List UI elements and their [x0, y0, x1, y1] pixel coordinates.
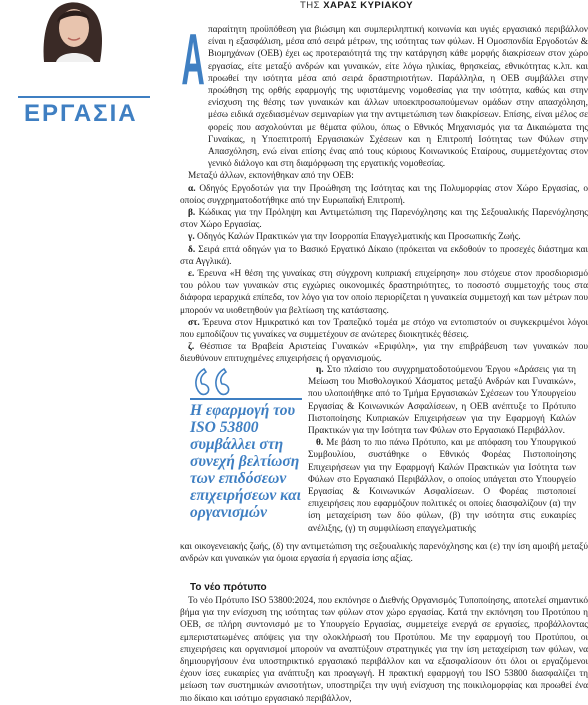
article-lead — [180, 24, 588, 183]
list-item: α. Οδηγός Εργοδοτών για την Προώθηση της Ισότητας και της Πολυμορφίας στον Χώρο Εργασίας, ο οποίος συγχρηματοδοτήθηκε από την Ευρωπαϊκή Επιτροπή. — [180, 183, 588, 206]
pull-quote-rule — [190, 398, 302, 400]
section-rule — [18, 96, 150, 98]
list-item: δ. Σειρά επτά οδηγών για το Βασικό Εργατικό Δίκαιο (πρόκειται να εκδοθούν το προσεχές διάστημα και στα Αγγλικά). — [180, 244, 588, 267]
byline — [300, 0, 413, 11]
article-upper — [180, 24, 588, 366]
achievements-list — [180, 183, 588, 366]
list-item: ζ. Θέσπισε τα Βραβεία Αριστείας Γυναικών «Εριφύλη», για την επιβράβευση των γυναικών που διευθύνουν επιτυχημένες επιχειρήσεις ή οργανισμούς. — [180, 342, 588, 365]
pull-quote: Η εφαρμογή του ISO 53800 συμβάλλει στη συνεχή βελτίωση των επιδόσεων επιχειρήσεων και οργανισμών — [190, 402, 301, 521]
svg-text:A: A — [181, 18, 205, 100]
article-middle — [308, 364, 576, 535]
byline-author: ΧΑΡΑΣ ΚΥΡΙΑΚΟΥ — [323, 0, 414, 11]
subheading: Το νέο πρότυπο — [190, 582, 267, 593]
list-item: η. Στο πλαίσιο του συγχρηματοδοτούμενου Έργου «Δράσεις για τη Μείωση του Μισθολογικού Χάσματος μεταξύ Ανδρών και Γυναικών», που υλοποιήθηκε από το Τμήμα Εργασιακών Σχέσεων του Υπουργείου Εργασίας & Κοινωνικών Ασφαλίσεων, η ΟΕΒ ανέπτυξε το Πρότυπο Πιστοποίησης Κυπριακών Επιχειρήσεων για την Εφαρμογή Καλών Πρακτικών για την Ισότητα των Φύλων στο Εργασιακό Περιβάλλον. — [308, 365, 576, 437]
byline-prefix: ΤΗΣ — [300, 0, 321, 11]
section-title: ΕΡΓΑΣΙΑ — [24, 100, 138, 127]
list-item: στ. Έρευνα στον Ημικρατικό και τον Τραπεζικό τομέα με στόχο να εντοπιστούν οι συγκεκριμένοι λόγοι που εμποδίζουν τις γυναίκες να συμμετέχουν σε ανώτερες διοικητικές θέσεις. — [180, 317, 588, 341]
bottom-paragraph: Το νέο Πρότυπο ISO 53800:2024, που εκπόνησε ο Διεθνής Οργανισμός Τυποποίησης, αποτελεί σημαντικό βήμα για την ενίσχυση της ισότητας των φύλων στον χώρο εργασίας. Κατά την εκπόνηση του Προτύπου η ΟΕΒ, σε πλήρη συντονισμό με το Υπουργείο Εργασίας, συμμετείχε ενεργά σε εργασίες, προβάλλοντας εμπεριστατωμένες απόψεις για την ολοκλήρωσή του Προτύπου. Με την εφαρμογή του Προτύπου, οι επιχειρήσεις και οργανισμοί μπορούν να αναπτύξουν στρατηγικές για την ίση μεταχείριση των φύλων, να δημιουργήσουν ένα υποστηρικτικό εργασιακό περιβάλλον και να εξασφαλίσουν ότι όλοι οι εργαζόμενοι έχουν ίσες ευκαιρίες για ανάπτυξη και προαγωγή. Η πρακτική εφαρμογή του ISO 53800 διασφαλίζει τη μείωση των συστημικών ανισοτήτων, υποστηρίζει την υγιή ενίσχυση της ποικιλομορφίας και προωθεί ένα πιο δίκαιο και ισότιμο εργασιακό περιβάλλον, — [180, 596, 588, 704]
lead-paragraph: παραίτητη προϋπόθεση για βιώσιμη και συμπεριληπτική κοινωνία και υγιές εργασιακό περιβάλλον είναι η εξασφάλιση, μέσα από σειρά μέτρων, της ισότητας των φύλων. Η Ομοσπονδία Εργοδοτών & Βιομηχάνων (ΟΕΒ) έχει ως προτεραιότητά της την κατάργηση κάθε μορφής διακρίσεων στον χώρο εργασίας, είτε μεταξύ ανδρών και γυναικών, είτε λόγω ηλικίας, θρησκείας, εθνικότητας κ.λπ. και προωθεί την ισότητα μέσα από σειρά δραστηριοτήτων. Παράλληλα, η ΟΕΒ συμβάλλει στην προώθηση της ορθής εφαρμογής της υφιστάμενης νομοθεσίας για την ισότητα, καθώς και στην ενίσχυση της θέσης των γυναικών και άλλων υποεκπροσωπούμενων ομάδων στην απασχόληση, μέσω ειδικά σχεδιασμένων σεμιναρίων για την αντιμετώπιση των διακρίσεων. Επίσης, είναι μέλος σε φορείς που ασχολούνται με θέματα φύλου, όπως ο Εθνικός Μηχανισμός για τα Δικαιώματα της Γυναίκας, η Υποεπιτροπή Εργασιακών Σχέσεων και η Επιτροπή Ισότητας των Φύλων στην Απασχόληση, ενώ είναι επίσης ένας από τους κύριους Κοινωνικούς Εταίρους, συμμετέχοντας στον γενικό διάλογο και στη διαμόρφωση της εργατικής νομοθεσίας. — [208, 25, 588, 170]
article-bottom — [180, 595, 588, 705]
article-continuation — [180, 541, 588, 565]
author-photo — [30, 0, 116, 62]
continuation-paragraph: και οικογενειακής ζωής, (δ) την αντιμετώπιση της σεξουαλικής παρενόχλησης και (ε) την ίση αμοιβή μεταξύ ανδρών και γυναικών για όμοια εργασία ή εργασία ίσης αξίας. — [180, 542, 588, 565]
list-item: γ. Οδηγός Καλών Πρακτικών για την Ισορροπία Επαγγελματικής και Προσωπικής Ζωής. — [188, 232, 521, 243]
list-item: ε. Έρευνα «Η θέση της γυναίκας στη σύγχρονη κυπριακή επιχείρηση» που στόχευε στον προσδιορισμό του ρόλου των γυναικών στις εγχώριες οικονομικές δραστηριότητες, το ποσοστό συμμετοχής τους στα διάφορα ιεραρχικά επίπεδα, τον λόγο για τον οποίο περιορίζεται η γυναικεία συμμετοχή και των μέτρων που μπορούν να υιοθετηθούν για βελτίωση της κατάστασης. — [180, 269, 588, 316]
quote-icon — [192, 365, 236, 395]
lead-paragraph: Μεταξύ άλλων, εκπονήθηκαν από την ΟΕΒ: — [188, 171, 354, 182]
list-item: β. Κώδικας για την Πρόληψη και Αντιμετώπιση της Παρενόχλησης και της Σεξουαλικής Παρενόχλησης στον Χώρο Εργασίας. — [180, 208, 588, 231]
list-item: θ. Με βάση το πιο πάνω Πρότυπο, και με απόφαση του Υπουργικού Συμβουλίου, συστάθηκε ο Εθνικός Φορέας Πιστοποίησης Επιχειρήσεων για την Εφαρμογή Καλών Πρακτικών για Ισότητα των Φύλων στο Εργασιακό Περιβάλλον, ο οποίος υπάγεται στο Υπουργείο Εργασίας & Κοινωνικών Ασφαλίσεων. Ο Φορέας πιστοποιεί επιχειρήσεις που εφαρμόζουν πολιτικές οι οποίες διασφαλίζουν (α) την ίση μεταχείριση των δύο φύλων, (β) την ισότητα στις ευκαιρίες ανέλιξης, (γ) τη συμφιλίωση επαγγελματικής — [308, 438, 576, 534]
